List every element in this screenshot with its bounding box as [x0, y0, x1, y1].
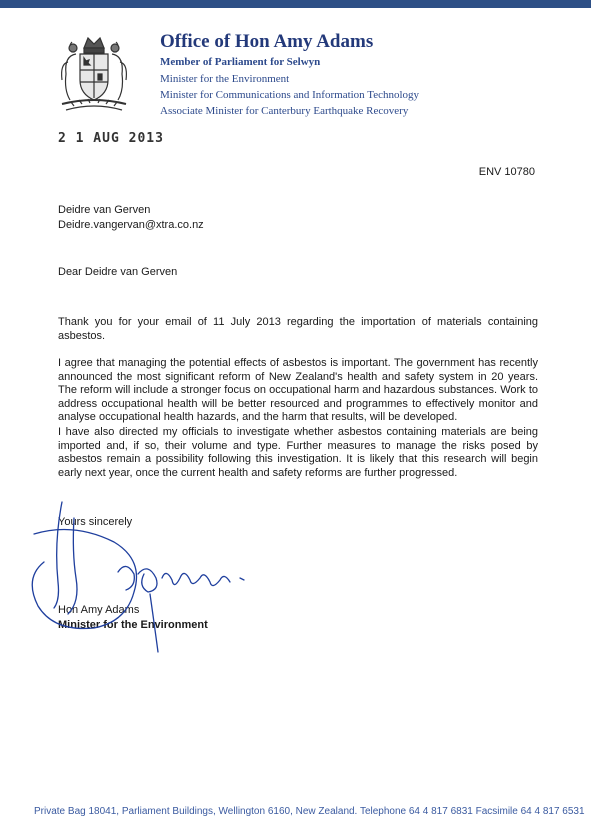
body-paragraph: I have also directed my officials to investigate whether asbestos containing materials are being imported and, if so, their volume and type. Further measures to manage the risks posed by asbestos remain a possibility following this investigation. It is likely that this research will begin early next year, once the current health and safety reforms are further progressed.: [58, 426, 538, 479]
body-paragraph: Thank you for your email of 11 July 2013 regarding the importation of materials containing asbestos.: [58, 316, 538, 342]
signatory-name: Hon Amy Adams: [58, 604, 140, 616]
recipient-email: Deidre.vangervan@xtra.co.nz: [58, 219, 204, 231]
top-border: [0, 0, 591, 8]
recipient-name: Deidre van Gerven: [58, 204, 151, 216]
salutation: Dear Deidre van Gerven: [58, 266, 178, 278]
reference-number: ENV 10780: [478, 166, 535, 178]
office-title: Office of Hon Amy Adams: [160, 31, 374, 52]
date-stamp: 2 1 AUG 2013: [58, 131, 164, 146]
nz-coat-of-arms-icon: [46, 34, 142, 118]
handwritten-signature: [14, 482, 274, 662]
role-line: Minister for the Environment: [160, 73, 290, 85]
role-line: Associate Minister for Canterbury Earthquake Recovery: [160, 105, 409, 117]
footer-address: Private Bag 18041, Parliament Buildings, Wellington 6160, New Zealand. Telephone 64 4 817 6831 Facsimile 64 4 817 6531: [34, 806, 585, 817]
role-line: Minister for Communications and Information Technology: [160, 89, 420, 101]
valediction: Yours sincerely: [58, 516, 133, 528]
member-line: Member of Parliament for Selwyn: [160, 56, 321, 68]
signatory-title: Minister for the Environment: [58, 619, 208, 631]
body-paragraph: I agree that managing the potential effects of asbestos is important. The government has recently announced the most significant reform of New Zealand's health and safety system in 20 years. The reform will include a stronger focus on occupational harm and hazardous substances. Work to address occupational health will be better resourced and programmes to effectively monitor and analyse occupational health hazards, and the harm that results, will be developed.: [58, 357, 538, 423]
